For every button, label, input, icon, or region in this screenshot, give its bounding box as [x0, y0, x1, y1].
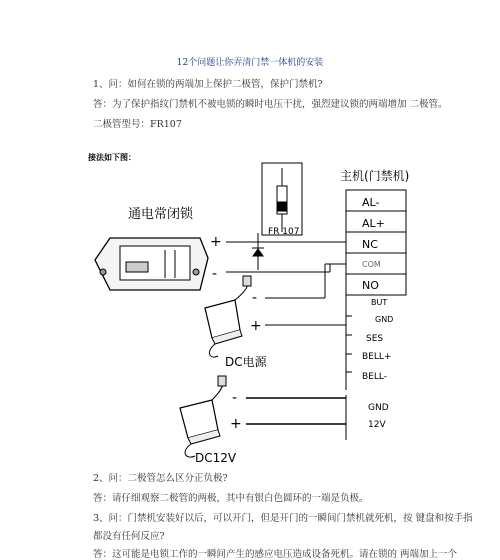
lock-icon: [95, 238, 208, 290]
diode-label: FR 107: [268, 227, 300, 237]
terminal-gnd-2: GND: [368, 403, 389, 413]
circuit-diode-icon: [252, 233, 264, 270]
host-terminals: [362, 196, 393, 430]
dc-power-plus: +: [250, 318, 262, 334]
dc12v-supply-icon: [180, 376, 226, 457]
dc12v-wires: [246, 398, 346, 424]
lock-plus: +: [210, 234, 222, 250]
terminal-but: BUT: [371, 298, 388, 307]
dc12v-minus: -: [232, 390, 238, 406]
terminal-bell-minus: BELL-: [362, 372, 387, 382]
dc-power-supply-icon: [205, 276, 251, 357]
lock-wires: [226, 242, 346, 272]
terminal-al-minus: AL-: [362, 196, 380, 209]
terminal-no: NO: [362, 279, 379, 292]
question-2: 2、问：二极管怎么区分正负极?: [93, 473, 228, 484]
lock-label: 通电常闭锁: [128, 207, 194, 222]
question-3-cont: 都没有任何反应?: [93, 531, 165, 542]
dc12v-label: DC12V: [195, 451, 237, 465]
question-1: 1、问：如何在锁的两端加上保护二极管，保护门禁机?: [93, 79, 323, 90]
terminal-gnd: GND: [375, 315, 394, 324]
lock-minus: -: [212, 266, 218, 282]
terminal-bell-plus: BELL+: [362, 352, 392, 362]
diode-model: 二极管型号：FR107: [93, 119, 182, 130]
answer-2: 答：请仔细观察二极管的两极，其中有银白色圆环的一端是负极。: [93, 493, 369, 504]
host-label: 主机(门禁机): [340, 169, 410, 183]
terminal-ses: SES: [366, 334, 384, 344]
terminal-al-plus: AL+: [362, 217, 385, 230]
wiring-note: 接法如下图：: [88, 152, 136, 162]
answer-1: 答：为了保护指纹门禁机不被电锁的瞬时电压干扰，强烈建议锁的两端增加 二极管。: [93, 99, 448, 110]
question-3: 3、问：门禁机安装好以后，可以开门，但是开门的一瞬间门禁机就死机，按 键盘和按手指: [93, 513, 473, 524]
answer-3: 答：这可能是电锁工作的一瞬间产生的感应电压造成设备死机。请在锁的 两端加上一个: [93, 549, 458, 560]
dc-power-wires: [265, 264, 346, 325]
terminal-nc: NC: [362, 238, 378, 251]
diode-icon: [262, 163, 302, 235]
terminal-com: COM: [362, 260, 381, 269]
dc12v-plus: +: [230, 416, 242, 432]
terminal-12v: 12V: [368, 420, 386, 430]
doc-title: 12个问题让你弄清门禁一体机的安装: [176, 58, 324, 68]
dc-power-minus: -: [252, 290, 258, 306]
dc-power-label: DC电源: [225, 355, 267, 369]
terminal-ticks: [346, 316, 352, 372]
